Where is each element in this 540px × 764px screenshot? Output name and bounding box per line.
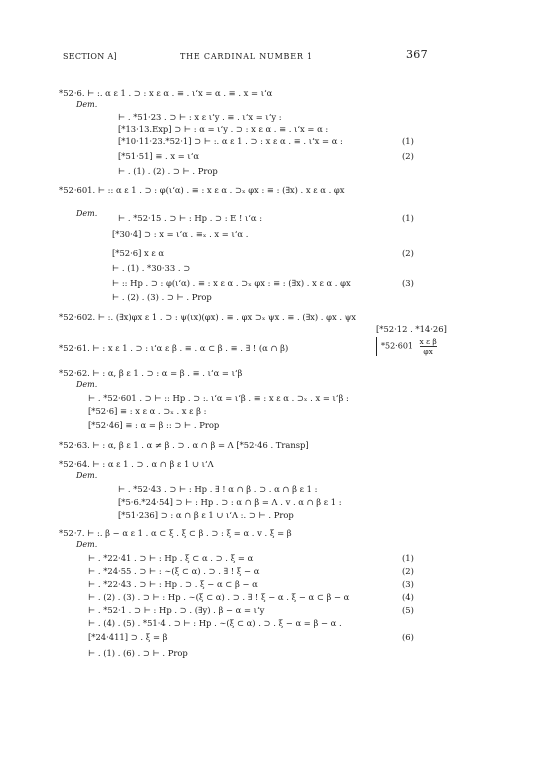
equation-number: (1): [402, 213, 414, 223]
proof-line: ⊢ . (1) . (6) . ⊃ ⊢ . Prop: [88, 648, 188, 658]
proof-line: *52·6. ⊢ :. α ε 1 . ⊃ : x ε α . ≡ . ι‘x = α . ≡ . x = ι‘α: [59, 88, 273, 98]
proof-line: ⊢ . (1) . *30·33 . ⊃: [112, 263, 191, 273]
equation-number: (4): [402, 592, 414, 602]
equation-number: (2): [402, 566, 414, 576]
proof-line: *52·7. ⊢ :. β − α ε 1 . α ⊂ ξ . ξ ⊂ β . ⊃ : ξ = α . v . ξ = β: [59, 528, 292, 538]
proof-line: *52·62. ⊢ : α, β ε 1 . ⊃ : α = β . ≡ . ι‘α = ι‘β: [59, 368, 243, 378]
proof-line: ⊢ :: Hp . ⊃ : φ(ι‘α) . ≡ : x ε α . ⊃ₓ φx : ≡ : (∃x) . x ε α . φx: [112, 278, 351, 288]
proof-line: [*5·6.*24·54] ⊃ ⊢ : Hp . ⊃ : α ∩ β = Λ . v . α ∩ β ε 1 :: [118, 497, 342, 507]
bracket-top-expr: x ε β: [419, 337, 437, 346]
proof-line: [*10·11·23.*52·1] ⊃ ⊢ :. α ε 1 . ⊃ : x ε α . ≡ . ι‘x = α :: [118, 136, 343, 146]
demonstration-label: Dem.: [76, 209, 98, 218]
proof-line: ⊢ . *51·23 . ⊃ ⊢ : x ε ι‘y . ≡ . ι‘x = ι‘y :: [118, 112, 282, 122]
running-title: THE CARDINAL NUMBER 1: [180, 52, 313, 61]
equation-number: (1): [402, 136, 414, 146]
demonstration-label: Dem.: [76, 100, 98, 109]
proof-line: [*13·13.Exp] ⊃ ⊢ : α = ι‘y . ⊃ : x ε α . ≡ . ι‘x = α :: [118, 124, 329, 134]
equation-number: (1): [402, 553, 414, 563]
page-number: 367: [406, 48, 428, 61]
proof-line: ⊢ . (4) . (5) . *51·4 . ⊃ ⊢ : Hp . ∼(ξ ⊂ α) . ⊃ . ξ − α = β − α .: [88, 618, 342, 628]
proof-line: *52·64. ⊢ : α ε 1 . ⊃ . α ∩ β ε 1 ∪ ι‘Λ: [59, 459, 214, 469]
equation-number: (6): [402, 632, 414, 642]
proof-line: [*24·411] ⊃ . ξ = β: [88, 632, 168, 642]
proof-line: *52·63. ⊢ : α, β ε 1 . α ≠ β . ⊃ . α ∩ β = Λ [*52·46 . Transp]: [59, 440, 309, 450]
proof-line: ⊢ . *22·43 . ⊃ ⊢ : Hp . ⊃ . ξ − α ⊂ β − α: [88, 579, 258, 589]
equation-number: (2): [402, 248, 414, 258]
proof-line: *52·61. ⊢ : x ε 1 . ⊃ : ι‘α ε β . ≡ . α ⊂ β . ≡ . ∃ ! (α ∩ β): [59, 343, 289, 353]
proof-line: [*52·6] x ε α: [112, 248, 165, 258]
proof-line: [*52·12 . *14·26]: [376, 324, 447, 334]
bracket-note: [376, 337, 437, 356]
proof-line: ⊢ . (1) . (2) . ⊃ ⊢ . Prop: [118, 166, 218, 176]
proof-line: ⊢ . *52·1 . ⊃ ⊢ : Hp . ⊃ . (∃y) . β − α = ι‘y: [88, 605, 265, 615]
proof-line: ⊢ . *22·41 . ⊃ ⊢ : Hp . ξ ⊂ α . ⊃ . ξ = α: [88, 553, 254, 563]
proof-line: ⊢ . *52·43 . ⊃ ⊢ : Hp . ∃ ! α ∩ β . ⊃ . α ∩ β ε 1 :: [118, 484, 318, 494]
proof-line: *52·601. ⊢ :: α ε 1 . ⊃ : φ(ι‘α) . ≡ : x ε α . ⊃ₓ φx : ≡ : (∃x) . x ε α . φx: [59, 185, 345, 195]
proof-line: [*51·51] ≡ . x = ι‘α: [118, 151, 200, 161]
bracket-bottom-expr: φx: [423, 347, 433, 356]
equation-number: (2): [402, 151, 414, 161]
proof-line: [*52·6] ≡ : x ε α . ⊃ₓ . x ε β :: [88, 406, 207, 416]
equation-number: (5): [402, 605, 414, 615]
proof-line: [*52·46] ≡ : α = β :: ⊃ ⊢ . Prop: [88, 420, 220, 430]
proof-line: ⊢ . *24·55 . ⊃ ⊢ : ∼(ξ ⊂ α) . ⊃ . ∃ ! ξ − α: [88, 566, 260, 576]
demonstration-label: Dem.: [76, 380, 98, 389]
equation-number: (3): [402, 579, 414, 589]
proof-line: [*30·4] ⊃ : x = ι‘α . ≡ₓ . x = ι‘α .: [112, 229, 249, 239]
proof-line: ⊢ . (2) . (3) . ⊃ ⊢ . Prop: [112, 292, 212, 302]
bracket-ref: *52·601: [381, 341, 413, 351]
equation-number: (3): [402, 278, 414, 288]
proof-line: ⊢ . (2) . (3) . ⊃ ⊢ : Hp . ∼(ξ ⊂ α) . ⊃ . ∃ ! ξ − α . ξ − α ⊂ β − α: [88, 592, 350, 602]
proof-line: ⊢ . *52·601 . ⊃ ⊢ :: Hp . ⊃ :. ι‘α = ι‘β . ≡ : x ε α . ⊃ₓ . x = ι‘β :: [88, 393, 349, 403]
proof-line: [*51·236] ⊃ : α ∩ β ε 1 ∪ ι‘Λ :. ⊃ ⊢ . Prop: [118, 510, 294, 520]
proof-line: ⊢ . *52·15 . ⊃ ⊢ : Hp . ⊃ : E ! ι‘α :: [118, 213, 263, 223]
proof-line: *52·602. ⊢ :. (∃x)φx ε 1 . ⊃ : ψ(ιx)(φx) . ≡ . φx ⊃ₓ ψx . ≡ . (∃x) . φx . ψx: [59, 312, 356, 322]
section-header: SECTION A]: [63, 52, 117, 61]
demonstration-label: Dem.: [76, 540, 98, 549]
demonstration-label: Dem.: [76, 471, 98, 480]
